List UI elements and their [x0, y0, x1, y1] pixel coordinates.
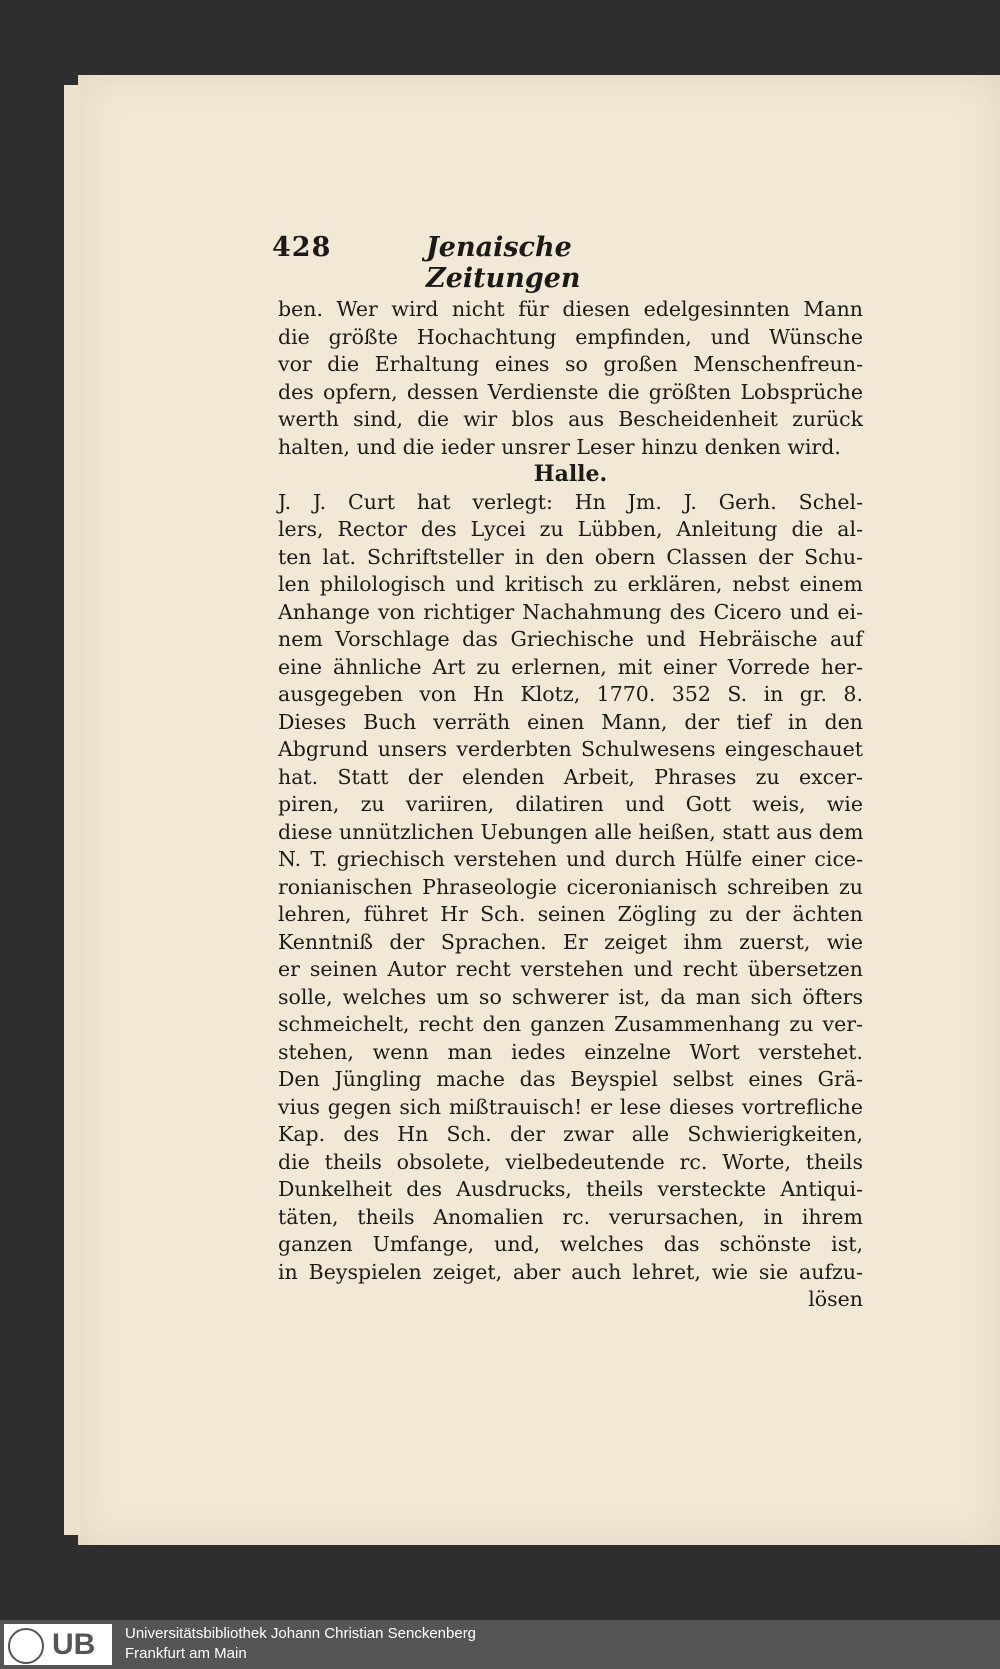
text-line: in Beyspielen zeiget, aber auch lehret, wie sie aufzu- — [278, 1259, 863, 1284]
text-line: diese unnützlichen Uebungen alle heißen, statt aus dem — [278, 819, 864, 844]
text-line: piren, zu variiren, dilatiren und Gott weis, wie — [278, 792, 863, 816]
text-line: Kenntniß der Sprachen. Er zeiget ihm zuerst, wie — [278, 929, 863, 954]
text-line: stehen, wenn man iedes einzelne Wort verstehet. — [278, 1039, 863, 1064]
text-line: Den Jüngling mache das Beyspiel selbst eines Grä- — [278, 1067, 863, 1091]
ub-logo[interactable] — [4, 1624, 112, 1665]
page-header — [272, 232, 692, 294]
library-footer — [0, 1620, 1000, 1669]
text-line: Abgrund unsers verderbten Schulwesens eingeschauet — [278, 737, 863, 761]
text-line: ben. Wer wird nicht für diesen edelgesinnten Mann — [278, 297, 863, 321]
text-line: solle, welches um so schwerer ist, da man sich öfters — [278, 984, 863, 1009]
ub-logo-text: UB — [52, 1628, 96, 1661]
text-line: die größte Hochachtung empfinden, und Wünsche — [278, 324, 863, 349]
text-line: täten, theils Anomalien rc. verursachen, in ihrem — [278, 1204, 863, 1229]
text-line: vius gegen sich mißtrauisch! er lese dieses vortrefliche — [278, 1094, 863, 1119]
text-line: vor die Erhaltung eines so großen Menschenfreun- — [278, 352, 863, 376]
text-line: hat. Statt der elenden Arbeit, Phrases zu excer- — [278, 764, 863, 789]
text-line: schmeichelt, recht den ganzen Zusammenhang zu ver- — [278, 1012, 863, 1036]
text-line: nem Vorschlage das Griechische und Hebräische auf — [278, 627, 863, 651]
text-line: len philologisch und kritisch zu erklären, nebst einem — [278, 572, 863, 596]
text-line: ten lat. Schriftsteller in den obern Classen der Schu- — [278, 544, 863, 569]
text-line: Kap. des Hn Sch. der zwar alle Schwierigkeiten, — [278, 1122, 863, 1146]
library-name: Universitätsbibliothek Johann Christian Senckenberg — [125, 1625, 477, 1642]
text-line: halten, und die ieder unsrer Leser hinzu denken wird. — [278, 434, 841, 459]
text-line: die theils obsolete, vielbedeutende rc. Worte, theils — [278, 1149, 863, 1174]
text-line: lers, Rector des Lycei zu Lübben, Anleitung die al- — [278, 517, 863, 541]
text-line: ronianischen Phraseologie ciceronianisch schreiben zu — [278, 874, 863, 899]
text-line: ausgegeben von Hn Klotz, 1770. 352 S. in gr. 8. — [278, 682, 863, 706]
running-title: Jenaische Zeitungen — [426, 232, 581, 294]
library-location: Frankfurt am Main — [125, 1645, 247, 1662]
text-line: Dunkelheit des Ausdrucks, theils versteckte Antiqui- — [278, 1177, 863, 1201]
text-line: eine ähnliche Art zu erlernen, mit einer Vorrede her- — [278, 654, 863, 679]
text-line: er seinen Autor recht verstehen und recht übersetzen — [278, 957, 863, 981]
text-line: Anhange von richtiger Nachahmung des Cicero und ei- — [278, 599, 863, 624]
body-text — [278, 296, 863, 1314]
text-line: des opfern, dessen Verdienste die größten Lobsprüche — [278, 379, 863, 404]
text-line: werth sind, die wir blos aus Bescheidenheit zurück — [278, 407, 863, 431]
text-line: J. J. Curt hat verlegt: Hn Jm. J. Gerh. Schel- — [278, 489, 863, 514]
page-number: 428 — [272, 232, 332, 263]
text-line: Dieses Buch verräth einen Mann, der tief in den — [278, 709, 863, 734]
text-line: ganzen Umfange, und, welches das schönste ist, — [278, 1232, 863, 1256]
section-heading: Halle. — [533, 461, 608, 487]
seal-icon — [8, 1628, 44, 1664]
text-line: N. T. griechisch verstehen und durch Hülfe einer cice- — [278, 847, 863, 871]
text-line: lehren, führet Hr Sch. seinen Zögling zu der ächten — [278, 902, 863, 926]
catchword: lösen — [808, 1287, 863, 1311]
